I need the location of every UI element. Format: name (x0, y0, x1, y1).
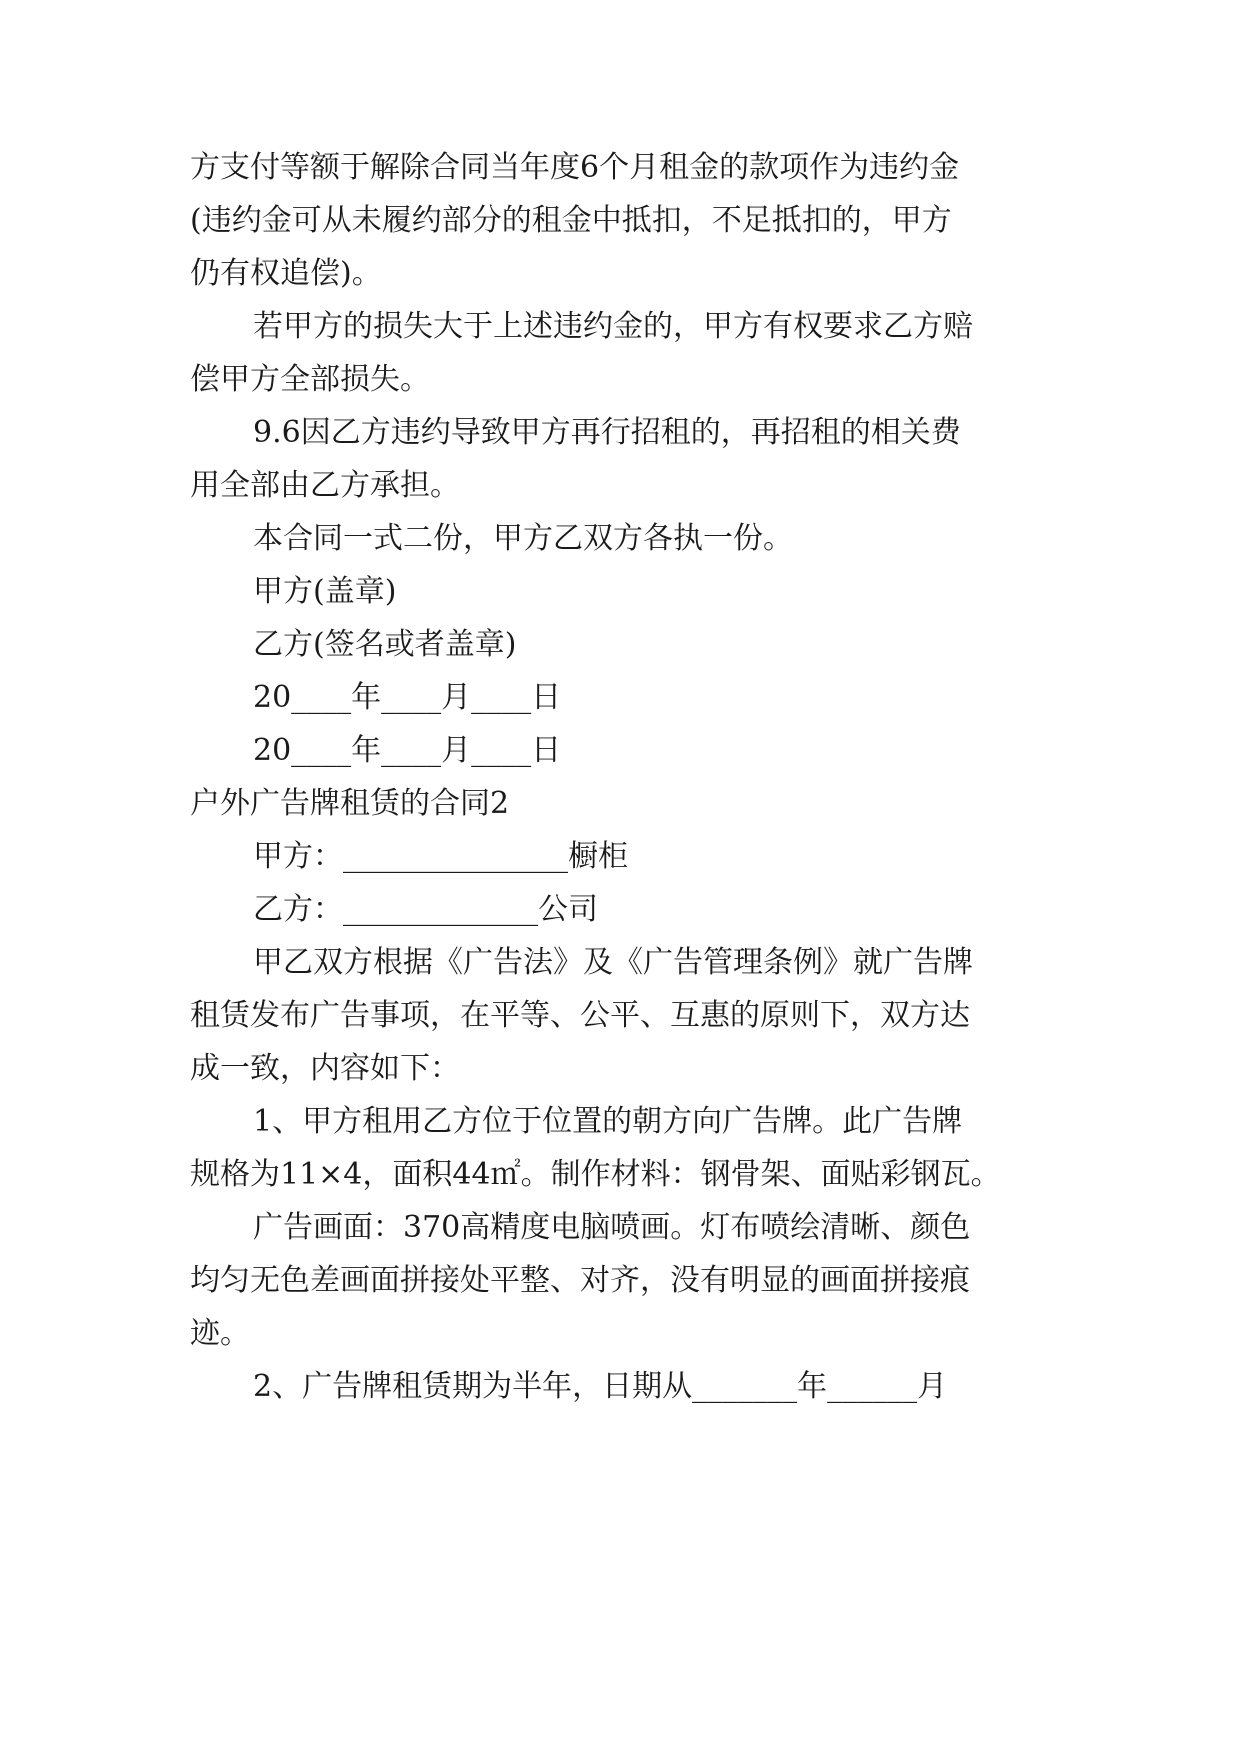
party-b-line: 乙方：_____________公司 (253, 892, 598, 927)
paragraph-line: 仍有权追偿)。 (190, 256, 382, 291)
date-line: 20____年____月____日 (253, 680, 562, 715)
paragraph-line: 用全部由乙方承担。 (190, 468, 460, 503)
paragraph-line: 甲乙双方根据《广告法》及《广告管理条例》就广告牌 (253, 945, 973, 980)
paragraph-line: 9.6因乙方违约导致甲方再行招租的，再招租的相关费 (253, 415, 961, 450)
paragraph-line: 迹。 (190, 1316, 250, 1351)
paragraph-line: 成一致，内容如下： (190, 1051, 460, 1086)
paragraph-line: 偿甲方全部损失。 (190, 362, 430, 397)
paragraph-line: 若甲方的损失大于上述违约金的，甲方有权要求乙方赔 (253, 309, 973, 344)
paragraph-line: 广告画面：370高精度电脑喷画。灯布喷绘清晰、颜色 (253, 1210, 971, 1245)
paragraph-line: 均匀无色差画面拼接处平整、对齐，没有明显的画面拼接痕 (190, 1263, 970, 1298)
paragraph-line: 租赁发布广告事项，在平等、公平、互惠的原则下，双方达 (190, 998, 970, 1033)
paragraph-line: (违约金可从未履约部分的租金中抵扣，不足抵扣的，甲方 (190, 203, 952, 238)
party-a-line: 甲方：_______________橱柜 (253, 839, 628, 874)
paragraph-line: 2、广告牌租赁期为半年，日期从_______年______月 (253, 1369, 948, 1404)
section-title: 户外广告牌租赁的合同2 (190, 786, 510, 821)
party-a-seal-line: 甲方(盖章) (253, 574, 397, 609)
paragraph-line: 1、甲方租用乙方位于位置的朝方向广告牌。此广告牌 (253, 1104, 963, 1139)
party-b-seal-line: 乙方(签名或者盖章) (253, 627, 517, 662)
paragraph-line: 方支付等额于解除合同当年度6个月租金的款项作为违约金 (190, 150, 960, 185)
date-line: 20____年____月____日 (253, 733, 562, 768)
paragraph-line: 本合同一式二份，甲方乙双方各执一份。 (253, 521, 793, 556)
paragraph-line: 规格为11×4，面积44㎡。制作材料：钢骨架、面贴彩钢瓦。 (190, 1157, 1001, 1192)
